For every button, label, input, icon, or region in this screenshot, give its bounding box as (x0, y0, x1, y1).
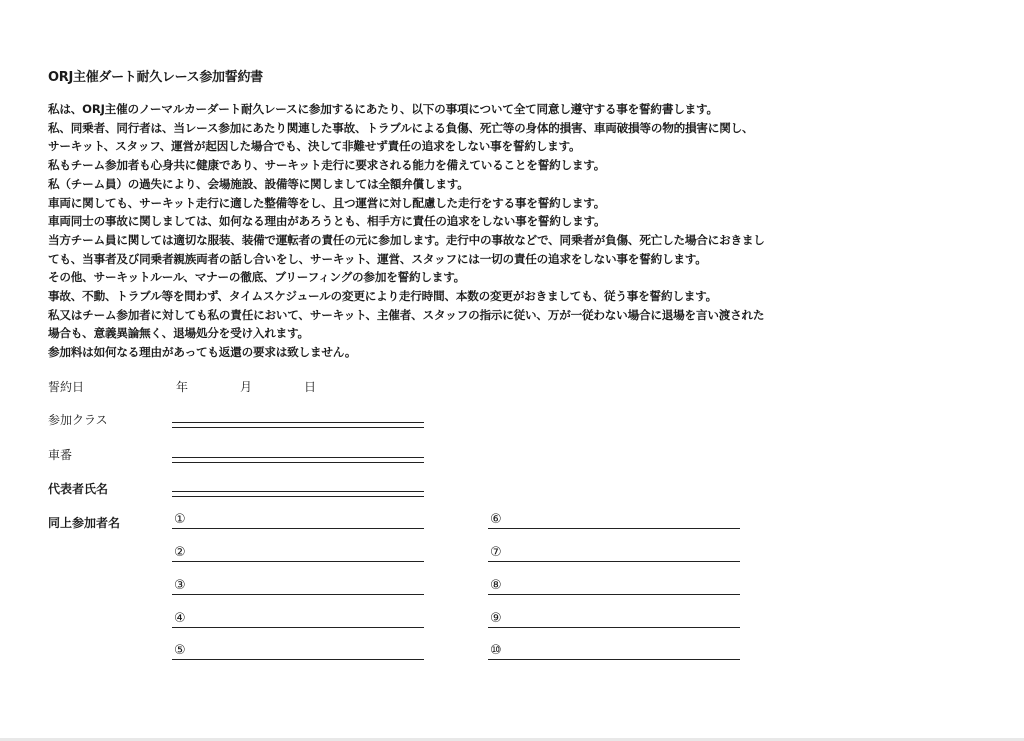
participant-number: ⑧ (490, 578, 502, 593)
participant-number: ⑤ (174, 643, 186, 658)
month-label: 月 (240, 380, 253, 394)
participant-field-5[interactable] (172, 641, 424, 660)
participant-field-9[interactable] (488, 609, 740, 628)
participant-number: ⑥ (490, 512, 502, 527)
agreement-line: 車両に関しても、サーキット走行に適した整備等をし、且つ運営に対し配慮した走行をする事を誓約します。 (48, 195, 606, 210)
day-label: 日 (304, 380, 317, 394)
participant-field-2[interactable] (172, 543, 424, 562)
agreement-line: 私もチーム参加者も心身共に健康であり、サーキット走行に要求される能力を備えていることを誓約します。 (48, 158, 606, 173)
date-label: 誓約日 (48, 380, 85, 394)
class-label: 参加クラス (48, 413, 108, 427)
agreement-line: サーキット、スタッフ、運営が起因した場合でも、決して非難せず責任の追求をしない事を誓約します。 (48, 139, 581, 154)
agreement-line: 車両同士の事故に関しましては、如何なる理由があろうとも、相手方に責任の追求をしない事を誓約します。 (48, 214, 606, 229)
participant-field-3[interactable] (172, 576, 424, 595)
participant-field-7[interactable] (488, 543, 740, 562)
car-number-label: 車番 (48, 448, 73, 462)
agreement-line: 場合も、意義異論無く、退場処分を受け入れます。 (48, 326, 309, 341)
participant-number: ② (174, 545, 186, 560)
agreement-line: その他、サーキットルール、マナーの徹底、ブリーフィングの参加を誓約します。 (48, 270, 466, 285)
participant-number: ③ (174, 578, 186, 593)
participants-label: 同上参加者名 (48, 516, 121, 530)
agreement-line: 私は、ORJ主催のノーマルカーダート耐久レースに参加するにあたり、以下の事項について全て同意し遵守する事を誓約書します。 (48, 102, 718, 116)
participant-number: ⑩ (490, 643, 502, 658)
agreement-line: 当方チーム員に関しては適切な服装、装備で運転者の責任の元に参加します。走行中の事故などで、同乗者が負傷、死亡した場合におきまし (48, 232, 765, 247)
agreement-line: 私（チーム員）の過失により、会場施設、設備等に関しましては全額弁償します。 (48, 176, 469, 191)
agreement-line: 私、同乗者、同行者は、当レース参加にあたり関連した事故、トラブルによる負傷、死亡等の身体的損害、車両破損等の物的損害に関し、 (48, 120, 754, 135)
year-label: 年 (176, 380, 189, 394)
participant-field-6[interactable] (488, 510, 740, 529)
participant-field-4[interactable] (172, 609, 424, 628)
participant-field-10[interactable] (488, 641, 740, 660)
agreement-text (48, 100, 948, 362)
representative-field[interactable] (172, 491, 424, 497)
participant-field-8[interactable] (488, 576, 740, 595)
representative-label: 代表者氏名 (48, 482, 109, 496)
agreement-line: 事故、不動、トラブル等を問わず、タイムスケジュールの変更により走行時間、本数の変更がおきましても、従う事を誓約します。 (48, 289, 717, 304)
participant-number: ⑨ (490, 611, 502, 626)
participant-number: ① (174, 512, 186, 527)
car-number-field[interactable] (172, 457, 424, 463)
participant-field-1[interactable] (172, 510, 424, 529)
participant-number: ④ (174, 611, 186, 626)
agreement-line: ても、当事者及び同乗者親族両者の話し合いをし、サーキット、運営、スタッフには一切の責任の追求をしない事を誓約します。 (48, 251, 707, 266)
class-field[interactable] (172, 422, 424, 428)
document-title: ORJ主催ダート耐久レース参加誓約書 (48, 70, 263, 85)
agreement-line: 参加料は如何なる理由があっても返還の要求は致しません。 (48, 345, 357, 360)
agreement-line: 私又はチーム参加者に対しても私の責任において、サーキット、主催者、スタッフの指示に従い、万が一従わない場合に退場を言い渡された (48, 307, 765, 322)
participant-number: ⑦ (490, 545, 502, 560)
